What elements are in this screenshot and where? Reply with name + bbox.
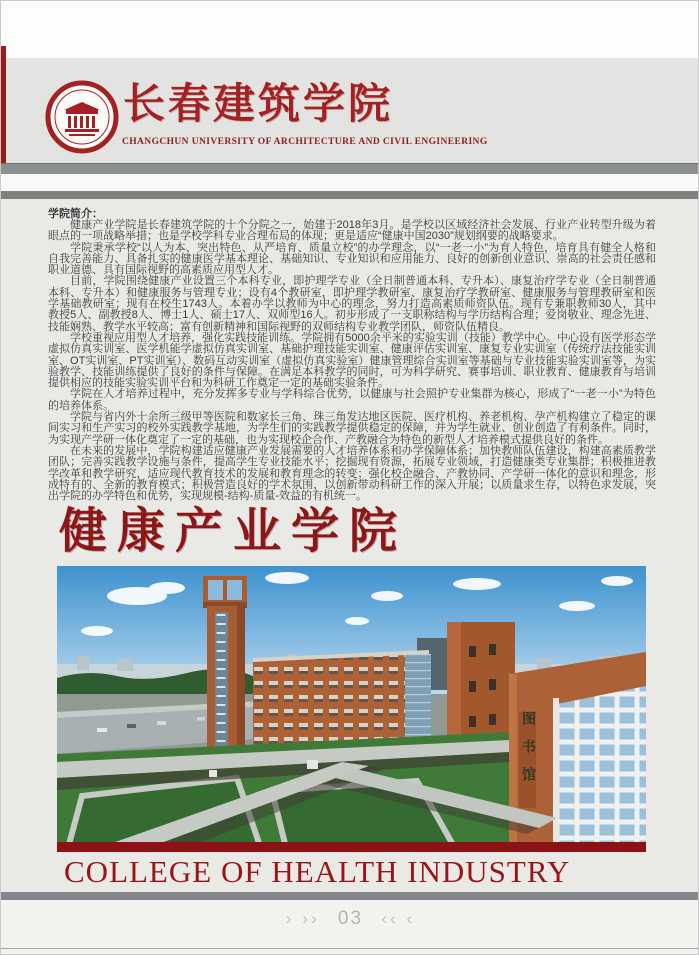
divider-bar-top	[1, 163, 699, 174]
intro-paragraph: 目前，学院围绕健康产业设置三个本科专业，即护理学专业（全日制普通本科、专升本）、康复治疗学专业（全日制普通本科、专升本）和健康服务与管理专业；设有4个教研室，即护理学教研室、康复治疗学教研室、健康服务与管理教研室和医学基础教研室；现有在校生1743人。本着办学以教师为中心的理念，努力打造高素质师资队伍。现有专兼职教师30人，其中教授5人、副教授8人、博士1人、硕士17人、双师型16人。初步形成了一支职称结构与学历结构合理；爱岗敬业、理念先进、技能娴熟、教学水平较高；富有创新精神和国际视野的双师结构专业教学团队，师资队伍精良。	[48, 275, 656, 333]
bottom-border-line	[1, 948, 699, 949]
left-red-strip	[1, 46, 6, 163]
top-margin	[1, 1, 699, 59]
library-sign-text: 图书馆	[521, 711, 537, 795]
university-seal-icon	[45, 79, 119, 155]
photo-bottom-red-bar	[57, 842, 646, 852]
college-title-zh: 健康产业学院	[59, 503, 408, 559]
university-name-en: CHANGCHUN UNIVERSITY OF ARCHITECTURE AND CIVIL ENGINEERING	[122, 137, 488, 147]
college-introduction	[48, 208, 656, 502]
intro-paragraph: 学院与省内外十余所三级甲等医院和数家长三角、珠三角发达地区医院、医疗机构、养老机构、孕产机构建立了稳定的课间实习和生产实习的校外实践教学基地，为学生们的实践教学提供稳定的保障，并为学生就业、创业创造了有利条件。同时，为实现产学研一体化奠定了一定的基础，也为实现校企合作、产教融合为特色的新型人才培养模式提供良好的条件。	[48, 411, 656, 446]
divider-gap	[1, 174, 699, 191]
page-footer	[1, 900, 699, 955]
page-number: 03	[337, 908, 364, 929]
pager	[1, 908, 699, 930]
intro-paragraph: 在未来的发展中，学院构建适应健康产业发展需要的人才培养体系和办学保障体系；加快教师队伍建设，构建高素质教学团队；完善实践教学设施与条件，提高学生专业技能水平；挖掘现有资源，拓展专业领域，打造健康类专业集群；积极推进教学改革和教学研究，适应现代教育技术的发展和教育理念的转变；强化校企融合、产教协同、产学研一体化的意识和理念，形成特有的、全新的教育模式；积极营造良好的学术氛围，以创新带动科研工作的深入开展；以质量求生存，以特色求发展，突出学院的办学特色和优势，实现规模-结构-质量-效益的有机统一。	[48, 444, 656, 503]
intro-paragraph: 学校重视应用型人才培养，强化实践技能训练。学院拥有5000余平米的实验实训（技能）教学中心。中心设有医学形态学虚拟仿真实训室、医学机能学虚拟仿真实训室、基础护理技能实训室、健康评估实训室、康复专业实训室（传统疗法技能实训室、OT实训室、PT实训室）、数码互动实训室（虚拟仿真实验室）健康管理综合实训室等基础与专业技能实验实训室等，为实验教学、技能训练提供了良好的条件与保障。在满足本科教学的同时，可为科学研究、赛事培训、职业教育、健康教育与培训提供相应的技能实验实训平台和为科研工作奠定一定的基础实验条件。	[48, 331, 656, 390]
divider-bar-bottom	[1, 191, 699, 199]
campus-photo	[57, 566, 646, 852]
footer-divider-bar	[1, 892, 699, 900]
university-name-zh: 长春建筑学院	[123, 79, 394, 128]
intro-paragraph: 学院在人才培养过程中，充分发挥多专业与学科综合优势，以健康与社会照护专业集群为核心，形成了“一老一小”为特色的培养体系。	[48, 388, 656, 412]
college-title-en: COLLEGE OF HEALTH INDUSTRY	[64, 854, 571, 889]
mid-slab-building	[253, 654, 429, 750]
chevrons-right-icon: › ››	[285, 909, 320, 928]
chevrons-left-icon: ‹‹ ‹	[381, 909, 416, 928]
intro-paragraph: 学院秉承学校“以人为本、突出特色、从严培育、质量立校”的办学理念，以“一老一小”为育人特色，培育具有健全人格和自我完善能力、具备扎实的健康医学基本理论、基础知识、专业知识和应用能力、良好的创新创业意识、崇高的社会责任感和职业道德、具有国际视野的高素质应用型人才。	[48, 241, 656, 277]
intro-paragraph: 健康产业学院是长春建筑学院的十个分院之一，始建于2018年3月。是学校以区域经济社会发展、行业产业转型升级为着眼点的一项战略举措；也是学校学科专业合理布局的体现；更是适应“健康中国2030”规划纲要的战略要求。	[48, 219, 656, 243]
intro-heading: 学院简介：	[48, 208, 103, 220]
content-area	[1, 199, 699, 900]
